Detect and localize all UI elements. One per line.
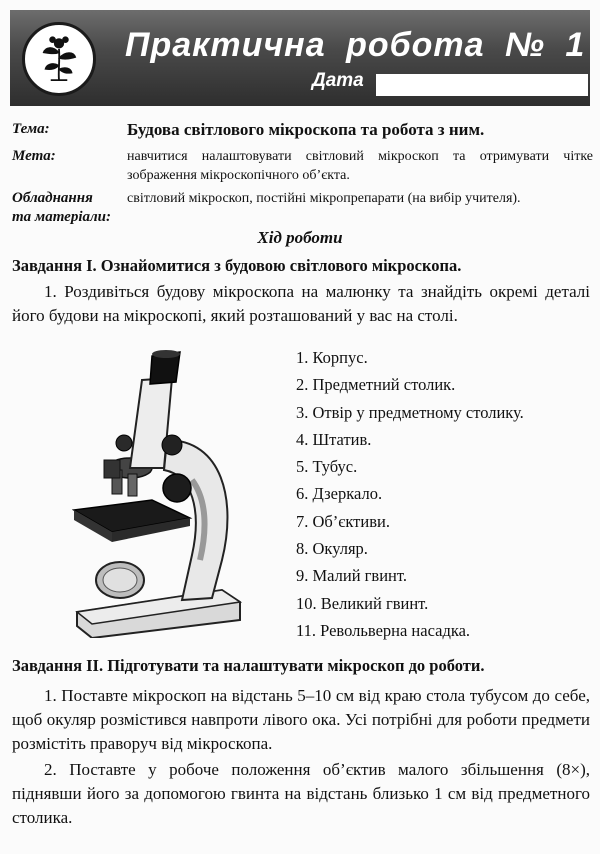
task1-step1: 1. Роздивіться будову мікроскопа на малюнку та знайдіть окремі деталі його будови на мікроскопі, який розташований у вас на столі. <box>12 282 590 325</box>
plant-emblem-icon <box>22 22 96 96</box>
part-item: 8. Окуляр. <box>296 539 368 559</box>
part-item: 10. Великий гвинт. <box>296 593 429 613</box>
goal-value: навчитися налаштовувати світловий мікроскоп та отримувати чітке зображення мікроскопічного об’єкта. <box>127 149 593 183</box>
topic-label: Тема: <box>12 121 50 137</box>
topic-value: Будова світлового мікроскопа та робота з ним. <box>127 120 485 139</box>
page-title: Практична робота № 1 <box>125 26 586 64</box>
goal-label: Мета: <box>12 148 56 164</box>
equipment-label-line2: та матеріали: <box>12 209 112 225</box>
part-item: 2. Предметний столик. <box>296 375 456 395</box>
equipment-label-line1: Обладнання <box>12 190 93 206</box>
date-label: Дата <box>312 70 364 91</box>
microscope-parts-list <box>296 344 524 644</box>
part-item: 7. Об’єктиви. <box>296 511 390 531</box>
part-item: 1. Корпус. <box>296 348 368 367</box>
microscope-illustration <box>72 350 242 638</box>
part-item: 6. Дзеркало. <box>296 484 383 504</box>
equipment-value: світловий мікроскоп, постійні мікропрепарати (на вибір учителя). <box>127 191 521 206</box>
date-field[interactable] <box>376 74 588 96</box>
task2-step1: 1. Поставте мікроскоп на відстань 5–10 см від краю стола тубусом до себе, щоб окуляр розмістився навпроти лівого ока. Усі потрібні для роботи предмети розмістіть праворуч від мікроскопа. <box>12 686 590 753</box>
part-item: 3. Отвір у предметному столику. <box>296 402 524 422</box>
task2-heading: Завдання ІІ. Підготувати та налаштувати мікроскоп до роботи. <box>12 656 485 675</box>
part-item: 9. Малий гвинт. <box>296 566 407 586</box>
part-item: 4. Штатив. <box>296 429 372 449</box>
task1-heading: Завдання І. Ознайомитися з будовою світлового мікроскопа. <box>12 256 462 275</box>
part-item: 5. Тубус. <box>296 457 358 477</box>
progress-title: Хід роботи <box>257 228 343 247</box>
task2-step2: 2. Поставте у робоче положення об’єктив малого збільшення (8×), піднявши його за допомогою гвинта на відстань близько 1 см від предметного столика. <box>12 760 590 827</box>
part-item: 11. Револьверна насадка. <box>296 620 471 640</box>
